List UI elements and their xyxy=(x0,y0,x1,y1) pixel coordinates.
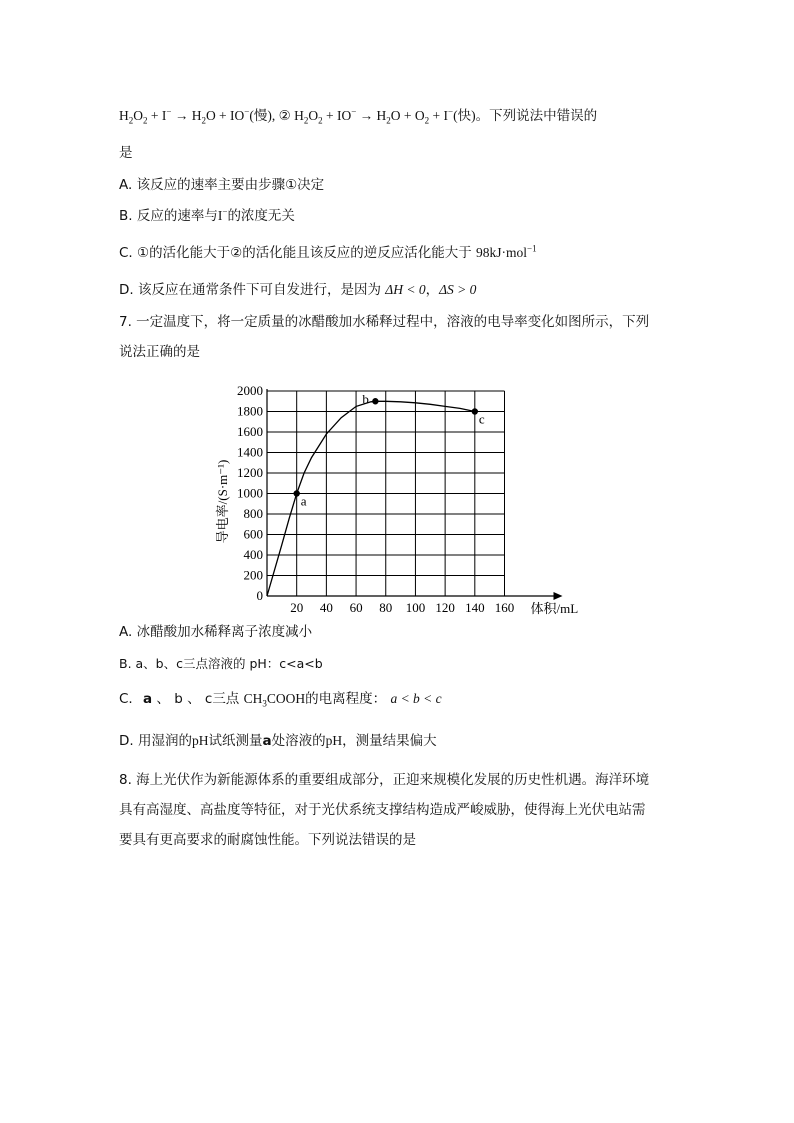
q7-option-c: C. a 、 b 、 c三点 $CH_3COOH$的电离程度： a < b < c xyxy=(119,691,442,709)
q6-option-d xyxy=(119,280,476,300)
q7-option-d-prefix: D. 用湿润的 xyxy=(119,733,192,749)
q8-stem-line1: 8. 海上光伏作为新能源体系的重要组成部分，正迎来规模化发展的历史性机遇。海洋环境 xyxy=(119,772,650,788)
y-axis-label: 导电率/(S·m⁻¹) xyxy=(215,459,230,544)
q7-option-d-ph2: pH xyxy=(325,733,343,748)
q7-option-d-point: a xyxy=(262,733,272,749)
x-tick-label: 120 xyxy=(435,600,455,615)
q6-stem-line2: 是 xyxy=(119,145,133,161)
x-tick-label: 140 xyxy=(465,600,485,615)
y-tick-label: 1600 xyxy=(237,424,263,439)
q6-stem-line1: $H_2O_2 + I^- \to H_2O + IO^-$(慢), ② $H_2O_2 + IO^- \to H_2O + O_2 + I^-$(快)。下列说法中错误的 xyxy=(119,106,598,126)
y-tick-label: 1400 xyxy=(237,444,263,460)
q6-stem-part1: (慢), ② xyxy=(249,108,291,123)
q6-stem-part2: (快)。下列说法中错误的 xyxy=(453,108,598,123)
q7-option-c-suffix: 的电离程度： xyxy=(305,691,387,707)
point-b xyxy=(372,398,378,404)
q7-option-d-mid2: 处溶液的 xyxy=(271,733,326,749)
q7-stem-line1: 7. 一定温度下，将一定质量的冰醋酸加水稀释过程中，溶液的电导率变化如图所示，下列 xyxy=(119,314,650,330)
point-label-a: a xyxy=(300,493,307,509)
conductivity-curve xyxy=(267,401,475,596)
y-tick-label: 0 xyxy=(256,588,263,603)
y-tick-label: 600 xyxy=(243,526,263,542)
q6-option-d-prefix: D. 该反应在通常条件下可自发进行，是因为 xyxy=(119,282,381,298)
x-tick-label: 100 xyxy=(405,600,426,615)
q6-option-b-prefix: B. 反应的速率与 xyxy=(119,208,218,224)
point-a xyxy=(293,490,299,496)
x-tick-label: 60 xyxy=(349,600,363,615)
q6-option-c-unit: 98kJ·mol xyxy=(476,245,528,260)
q6-option-b: B. 反应的速率与I−的浓度无关 xyxy=(119,206,295,224)
conductivity-chart xyxy=(210,378,600,618)
q7-option-b: B. a、b、c三点溶液的 pH：c<a<b xyxy=(119,656,323,671)
point-c xyxy=(472,408,478,414)
y-tick-label: 1000 xyxy=(237,485,263,501)
q6-option-d-cond2: ΔS > 0 xyxy=(439,282,477,297)
x-tick-label: 40 xyxy=(319,600,333,615)
y-tick-label: 200 xyxy=(243,567,263,583)
q6-option-a: A. 该反应的速率主要由步骤①决定 xyxy=(119,177,325,193)
x-tick-label: 20 xyxy=(290,600,304,615)
x-tick-label: 80 xyxy=(379,600,393,615)
point-label-b: b xyxy=(362,391,369,407)
x-axis-arrow xyxy=(554,592,563,600)
y-tick-label: 800 xyxy=(243,506,263,521)
q6-option-d-sep: ， xyxy=(425,282,440,298)
q7-option-c-prefix: C. xyxy=(119,691,133,707)
q6-option-c: C. ①的活化能大于②的活化能且该反应的逆反应活化能大于 98kJ·mol$^{-1}$ xyxy=(119,243,537,261)
q8-stem-line3: 要具有更高要求的耐腐蚀性能。下列说法错误的是 xyxy=(119,832,416,848)
y-tick-label: 400 xyxy=(243,547,263,562)
y-tick-label: 2000 xyxy=(237,383,263,398)
conductivity-chart-svg xyxy=(210,378,600,618)
q7-option-c-mid: 三点 xyxy=(212,691,240,707)
q7-option-c-order: a < b < c xyxy=(390,691,442,706)
q6-option-b-suffix: 的浓度无关 xyxy=(227,208,295,224)
q7-stem-line2: 说法正确的是 xyxy=(119,344,200,360)
q7-option-d-ph: pH xyxy=(191,733,209,748)
q7-option-a: A. 冰醋酸加水稀释离子浓度减小 xyxy=(119,624,313,640)
q7-option-c-formula: $CH_3COOH$ xyxy=(243,691,306,709)
q7-option-d-mid: 试纸测量 xyxy=(208,733,263,749)
q7-option-d-suffix: ，测量结果偏大 xyxy=(342,733,437,749)
q8-stem-line2: 具有高湿度、高盐度等特征，对于光伏系统支撑结构造成严峻威胁，使得海上光伏电站需 xyxy=(119,802,646,818)
point-label-c: c xyxy=(478,411,485,427)
y-tick-label: 1200 xyxy=(237,465,263,480)
x-tick-label: 160 xyxy=(494,600,515,615)
q6-option-c-prefix: C. ①的活化能大于②的活化能且该反应的逆反应活化能大于 xyxy=(119,245,472,261)
q7-option-d xyxy=(119,731,437,751)
q6-option-d-cond1: ΔH < 0 xyxy=(385,282,426,297)
x-axis-label: 体积/mL xyxy=(530,601,579,616)
y-tick-label: 1800 xyxy=(237,403,263,419)
